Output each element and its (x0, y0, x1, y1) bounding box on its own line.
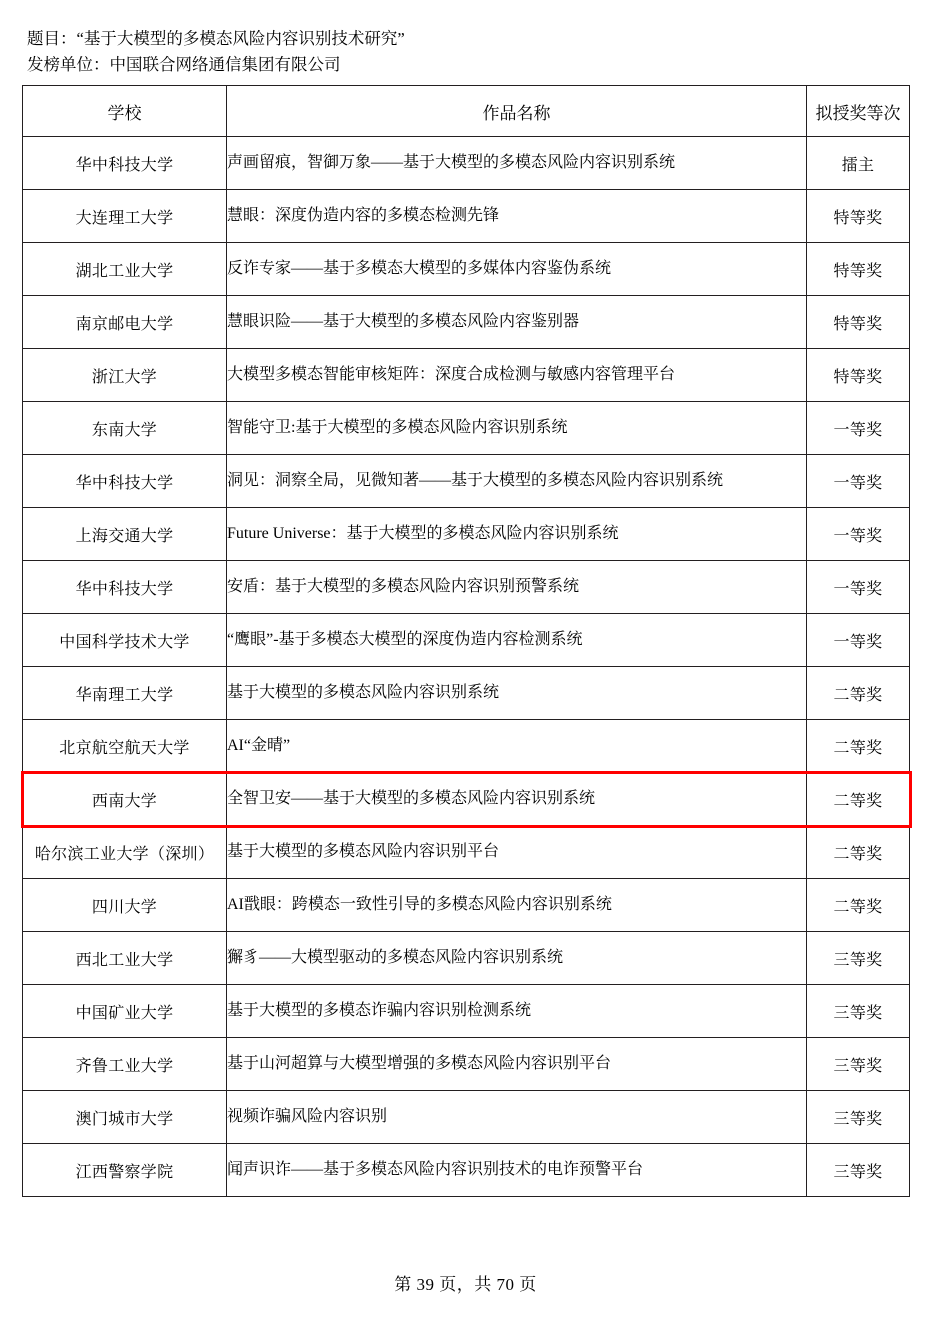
cell-work-title: 基于山河超算与大模型增强的多模态风险内容识别平台 (227, 1038, 807, 1091)
cell-school: 中国矿业大学 (23, 985, 227, 1038)
column-header-work: 作品名称 (227, 86, 807, 137)
table-row (23, 1091, 910, 1144)
table-row (23, 243, 910, 296)
cell-school: 华中科技大学 (23, 561, 227, 614)
cell-school: 哈尔滨工业大学（深圳） (23, 826, 227, 879)
table-row (23, 614, 910, 667)
cell-award-level: 特等奖 (807, 349, 910, 402)
table-row (23, 1144, 910, 1197)
award-table (22, 85, 910, 1197)
table-row (23, 296, 910, 349)
cell-school: 华南理工大学 (23, 667, 227, 720)
cell-work-title: 大模型多模态智能审核矩阵：深度合成检测与敏感内容管理平台 (227, 349, 807, 402)
cell-award-level: 一等奖 (807, 508, 910, 561)
cell-school: 江西警察学院 (23, 1144, 227, 1197)
cell-work-title: 安盾：基于大模型的多模态风险内容识别预警系统 (227, 561, 807, 614)
cell-school: 湖北工业大学 (23, 243, 227, 296)
table-row (23, 985, 910, 1038)
cell-award-level: 特等奖 (807, 296, 910, 349)
table-row (23, 349, 910, 402)
cell-work-title: 獬豸——大模型驱动的多模态风险内容识别系统 (227, 932, 807, 985)
cell-award-level: 特等奖 (807, 190, 910, 243)
table-row (23, 1038, 910, 1091)
cell-school: 齐鲁工业大学 (23, 1038, 227, 1091)
table-row (23, 773, 910, 826)
page-footer (0, 1270, 931, 1295)
table-row (23, 455, 910, 508)
table-row (23, 508, 910, 561)
header-org-line: 发榜单位：中国联合网络通信集团有限公司 (27, 54, 341, 74)
cell-school: 西北工业大学 (23, 932, 227, 985)
cell-award-level: 二等奖 (807, 879, 910, 932)
cell-award-level: 二等奖 (807, 720, 910, 773)
cell-work-title: 基于大模型的多模态诈骗内容识别检测系统 (227, 985, 807, 1038)
cell-work-title: 视频诈骗风险内容识别 (227, 1091, 807, 1144)
cell-award-level: 擂主 (807, 137, 910, 190)
cell-award-level: 一等奖 (807, 614, 910, 667)
table-row (23, 137, 910, 190)
cell-award-level: 二等奖 (807, 826, 910, 879)
cell-work-title: 慧眼：深度伪造内容的多模态检测先锋 (227, 190, 807, 243)
cell-award-level: 三等奖 (807, 1038, 910, 1091)
cell-work-title: Future Universe：基于大模型的多模态风险内容识别系统 (227, 508, 807, 561)
table-row (23, 402, 910, 455)
cell-work-title: 全智卫安——基于大模型的多模态风险内容识别系统 (227, 773, 807, 826)
cell-work-title: 洞见：洞察全局，见微知著——基于大模型的多模态风险内容识别系统 (227, 455, 807, 508)
cell-award-level: 一等奖 (807, 455, 910, 508)
cell-award-level: 二等奖 (807, 667, 910, 720)
cell-work-title: “鹰眼”-基于多模态大模型的深度伪造内容检测系统 (227, 614, 807, 667)
table-row (23, 561, 910, 614)
table-row (23, 667, 910, 720)
table-header-row (23, 86, 910, 137)
table-row (23, 190, 910, 243)
cell-work-title: 基于大模型的多模态风险内容识别平台 (227, 826, 807, 879)
cell-school: 华中科技大学 (23, 137, 227, 190)
cell-award-level: 三等奖 (807, 932, 910, 985)
cell-school: 东南大学 (23, 402, 227, 455)
cell-school: 南京邮电大学 (23, 296, 227, 349)
page-number-text: 第 39 页，共 70 页 (394, 1275, 537, 1294)
column-header-school: 学校 (23, 86, 227, 137)
cell-school: 四川大学 (23, 879, 227, 932)
cell-school: 中国科学技术大学 (23, 614, 227, 667)
cell-work-title: AI戬眼：跨模态一致性引导的多模态风险内容识别系统 (227, 879, 807, 932)
table-row (23, 932, 910, 985)
cell-award-level: 三等奖 (807, 1091, 910, 1144)
cell-work-title: 慧眼识险——基于大模型的多模态风险内容鉴别器 (227, 296, 807, 349)
table-body (23, 137, 910, 1197)
cell-award-level: 二等奖 (807, 773, 910, 826)
table-header (23, 86, 910, 137)
cell-school: 西南大学 (23, 773, 227, 826)
cell-school: 澳门城市大学 (23, 1091, 227, 1144)
cell-school: 北京航空航天大学 (23, 720, 227, 773)
cell-award-level: 三等奖 (807, 985, 910, 1038)
cell-work-title: 基于大模型的多模态风险内容识别系统 (227, 667, 807, 720)
cell-award-level: 一等奖 (807, 402, 910, 455)
cell-award-level: 特等奖 (807, 243, 910, 296)
cell-work-title: 闻声识诈——基于多模态风险内容识别技术的电诈预警平台 (227, 1144, 807, 1197)
document-header (27, 26, 909, 77)
cell-work-title: 反诈专家——基于多模态大模型的多媒体内容鉴伪系统 (227, 243, 807, 296)
cell-school: 华中科技大学 (23, 455, 227, 508)
cell-work-title: 声画留痕，智御万象——基于大模型的多模态风险内容识别系统 (227, 137, 807, 190)
column-header-award: 拟授奖等次 (807, 86, 910, 137)
cell-school: 大连理工大学 (23, 190, 227, 243)
cell-school: 上海交通大学 (23, 508, 227, 561)
cell-work-title: AI“金晴” (227, 720, 807, 773)
table-row (23, 826, 910, 879)
table-row (23, 879, 910, 932)
cell-award-level: 一等奖 (807, 561, 910, 614)
table-row (23, 720, 910, 773)
cell-award-level: 三等奖 (807, 1144, 910, 1197)
cell-school: 浙江大学 (23, 349, 227, 402)
header-title-line: 题目：“基于大模型的多模态风险内容识别技术研究” (27, 29, 405, 48)
cell-work-title: 智能守卫:基于大模型的多模态风险内容识别系统 (227, 402, 807, 455)
